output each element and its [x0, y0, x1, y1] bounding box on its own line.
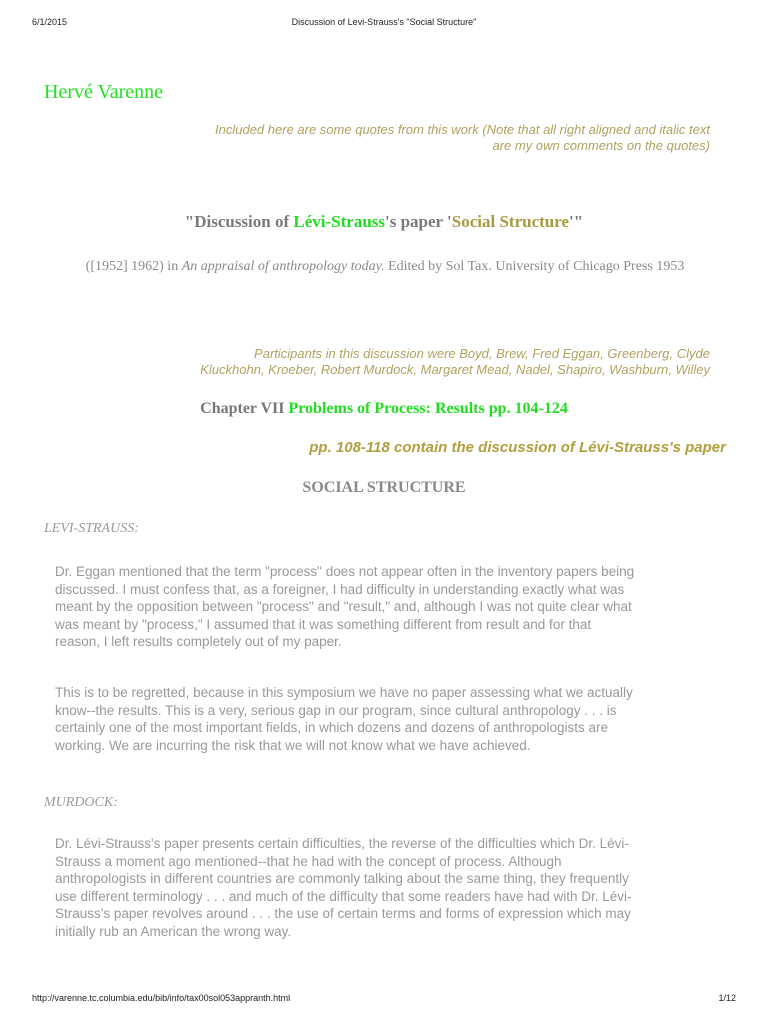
speaker-levi-strauss: LEVI-STRAUSS: — [44, 521, 139, 536]
intro-note-line-2: are my own comments on the quotes) — [492, 138, 710, 153]
discussion-title — [0, 212, 768, 232]
title-open: "Discussion of — [184, 212, 294, 231]
chapter-title-link[interactable]: Problems of Process: Results pp. 104-124 — [288, 400, 568, 417]
citation — [50, 258, 720, 276]
intro-note — [215, 122, 710, 154]
citation-rest: Edited by Sol Tax. University of Chicago Press 1953 — [384, 259, 685, 274]
title-author-link[interactable]: Lévi-Strauss — [293, 212, 386, 231]
paragraph-murdock-1: Dr. Lévi-Strauss's paper presents certain difficulties, the reverse of the difficulties which Dr. Lévi-Strauss a moment ago mentioned--that he had with the concept of process. Although anthropologists in different countries are commonly talking about the same thing, they frequently use different terminology . . . and much of the difficulty that some readers have had with Dr. Lévi-Strauss's paper revolves around . . . the use of certain terms and forms of expression which may initially rub an American the wrong way. — [55, 836, 632, 939]
title-work-link[interactable]: Social Structure — [451, 212, 570, 231]
print-title: Discussion of Levi-Strauss's "Social Structure" — [291, 17, 477, 27]
paragraph-levi-strauss-1: Dr. Eggan mentioned that the term "process" does not appear often in the inventory papers being discussed. I must confess that, as a foreigner, I had difficulty in understanding exactly what was meant by the opposition between "process" and "result," and, although I was not quite clear what was meant by "process," I assumed that it was something different from result and for that reason, I left results completely out of my paper. — [55, 564, 635, 650]
author-name: Hervé Varenne — [44, 81, 164, 103]
print-page-number: 1/12 — [718, 993, 736, 1003]
paragraph-levi-strauss-2: This is to be regretted, because in this symposium we have no paper assessing what we actually know--the results. This is a very, serious gap in our program, since cultural anthropology . . . is certainly one of the most important fields, in which dozens and dozens of anthropologists are working. We are incurring the risk that we will not know what we have achieved. — [55, 685, 633, 753]
title-close: '" — [569, 212, 584, 231]
participants-note — [200, 346, 710, 378]
section-title: SOCIAL STRUCTURE — [302, 479, 466, 496]
print-url: http://varenne.tc.columbia.edu/bib/info/tax00sol053appranth.html — [32, 993, 291, 1003]
participants-line-1: Participants in this discussion were Boyd, Brew, Fred Eggan, Greenberg, Clyde — [254, 346, 710, 361]
citation-book: An appraisal of anthropology today. — [181, 259, 385, 274]
participants-line-2: Kluckhohn, Kroeber, Robert Murdock, Margaret Mead, Nadel, Shapiro, Washburn, Willey — [200, 362, 710, 377]
chapter-prefix: Chapter VII — [200, 400, 289, 417]
pages-note: pp. 108-118 contain the discussion of Lévi-Strauss's paper — [309, 439, 726, 456]
intro-note-line-1: Included here are some quotes from this work (Note that all right aligned and italic text — [215, 122, 710, 137]
print-date: 6/1/2015 — [32, 17, 68, 27]
citation-years: ([1952] 1962) in — [85, 259, 182, 274]
chapter-heading — [0, 400, 768, 418]
speaker-murdock: MURDOCK: — [44, 795, 118, 810]
title-mid: 's paper ' — [385, 212, 452, 231]
